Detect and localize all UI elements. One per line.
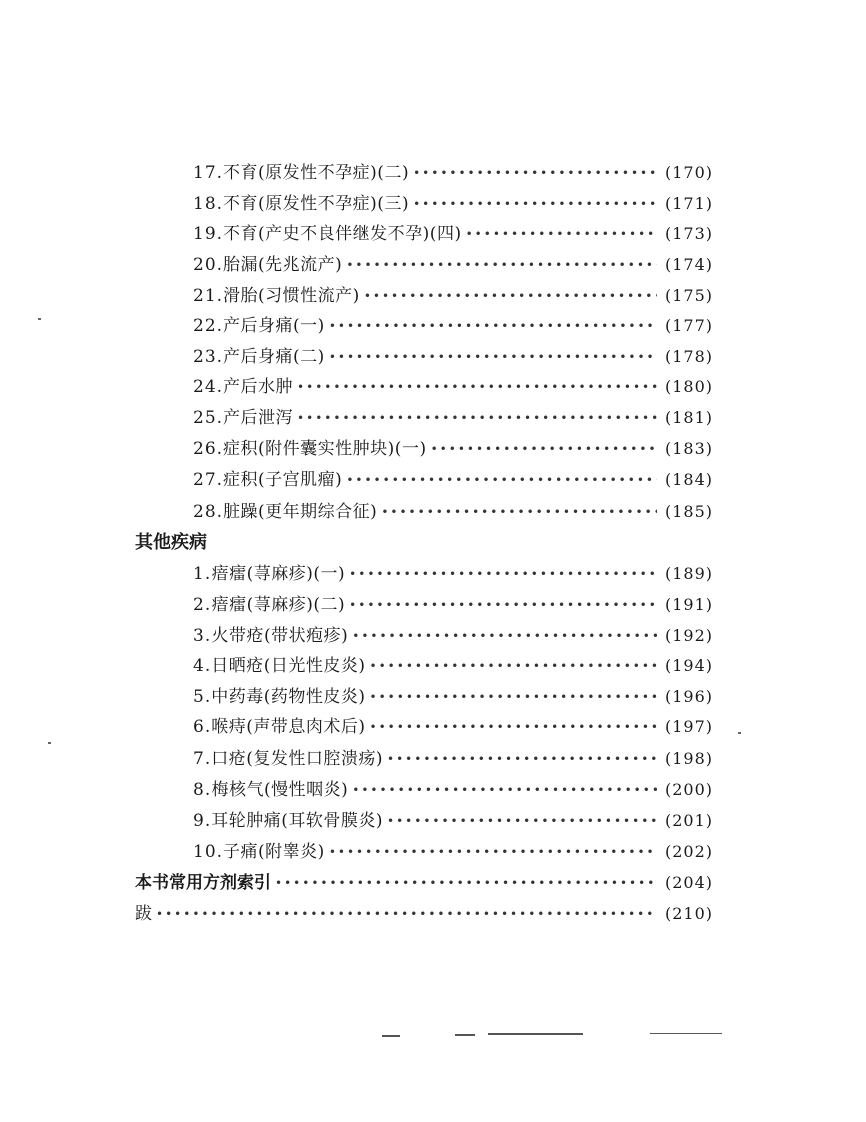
scan-speck	[738, 732, 741, 734]
dot-leader	[413, 189, 657, 219]
toc-entry	[193, 403, 713, 433]
entry-title: 产后水肿	[223, 377, 294, 397]
dot-leader	[387, 744, 657, 774]
section-heading: 其他疾病	[135, 532, 207, 553]
entry-title: 口疮(复发性口腔溃疡)	[211, 749, 383, 769]
entry-page: (191)	[664, 595, 713, 614]
toc-entry	[193, 712, 713, 742]
toc-entry	[193, 651, 713, 681]
entry-page: (185)	[664, 502, 713, 521]
entry-title: 产后身痛(二)	[223, 347, 325, 367]
dot-leader	[370, 682, 657, 712]
entry-title: 本书常用方剂索引	[135, 873, 271, 893]
dot-leader	[349, 559, 657, 589]
entry-page: (201)	[664, 811, 713, 830]
entry-number: 24.	[193, 377, 224, 397]
entry-page: (171)	[664, 194, 713, 213]
entry-number: 6.	[193, 717, 212, 737]
scan-mark	[650, 1033, 722, 1034]
toc-entry	[193, 497, 713, 527]
entry-number: 22.	[193, 316, 224, 336]
entry-number: 5.	[193, 687, 212, 707]
entry-number: 9.	[193, 811, 212, 831]
entry-number: 4.	[193, 656, 212, 676]
entry-number: 25.	[193, 408, 224, 428]
entry-title: 滑胎(习惯性流产)	[223, 286, 360, 306]
toc-entry	[193, 621, 713, 651]
entry-title: 瘖癗(荨麻疹)(二)	[211, 595, 346, 615]
dot-leader	[364, 281, 657, 311]
dot-leader	[352, 775, 657, 805]
entry-number: 19.	[193, 224, 224, 244]
scan-mark	[455, 1034, 475, 1036]
entry-page: (178)	[664, 347, 713, 366]
dot-leader	[346, 250, 657, 280]
dot-leader	[156, 899, 657, 929]
toc-entry	[193, 682, 713, 712]
toc-entry	[193, 250, 713, 280]
entry-page: (197)	[664, 717, 713, 736]
dot-leader	[329, 837, 657, 867]
entry-title: 产后泄泻	[223, 408, 294, 428]
dot-leader	[387, 806, 657, 836]
entry-title: 火带疮(带状疱疹)	[211, 626, 349, 646]
entry-page: (181)	[664, 408, 713, 427]
dot-leader	[370, 651, 657, 681]
entry-title: 症积(子宫肌瘤)	[223, 470, 343, 490]
entry-number: 20.	[193, 255, 224, 275]
toc-entry	[193, 311, 713, 341]
entry-page: (170)	[664, 163, 713, 182]
entry-page: (183)	[664, 439, 713, 458]
scan-mark	[382, 1035, 400, 1037]
toc-entry	[193, 219, 713, 249]
dot-leader	[297, 372, 657, 402]
entry-number: 10.	[193, 842, 224, 862]
entry-number: 18.	[193, 194, 224, 214]
toc-entry	[193, 158, 713, 188]
entry-number: 3.	[193, 626, 212, 646]
toc-entry	[193, 744, 713, 774]
scan-speck	[48, 742, 51, 744]
dot-leader	[275, 868, 657, 898]
entry-title: 不育(原发性不孕症)(三)	[223, 194, 410, 214]
toc-entry	[193, 372, 713, 402]
entry-number: 8.	[193, 780, 212, 800]
dot-leader	[370, 712, 657, 742]
entry-title: 喉痔(声带息肉术后)	[211, 717, 366, 737]
dot-leader	[352, 621, 657, 651]
entry-title: 不育(产史不良伴继发不孕)(四)	[223, 224, 462, 244]
entry-title: 耳轮肿痛(耳软骨膜炎)	[211, 811, 383, 831]
entry-title: 产后身痛(一)	[223, 316, 325, 336]
toc-entry	[193, 342, 713, 372]
entry-title: 症积(附件囊实性肿块)(一)	[223, 439, 427, 459]
entry-page: (202)	[664, 842, 713, 861]
entry-title: 子痛(附睾炎)	[223, 842, 325, 862]
entry-page: (189)	[664, 564, 713, 583]
entry-number: 17.	[193, 163, 224, 183]
entry-title: 瘖癗(荨麻疹)(一)	[211, 564, 346, 584]
entry-title: 跋	[135, 904, 152, 924]
dot-leader	[346, 465, 657, 495]
entry-number: 26.	[193, 439, 224, 459]
dot-leader	[413, 158, 657, 188]
entry-page: (198)	[664, 749, 713, 768]
dot-leader	[381, 497, 657, 527]
entry-page: (196)	[664, 687, 713, 706]
toc-entry-index	[135, 868, 713, 898]
toc-entry	[193, 590, 713, 620]
scan-mark	[488, 1033, 583, 1035]
entry-number: 21.	[193, 286, 224, 306]
entry-title: 日晒疮(日光性皮炎)	[211, 656, 366, 676]
entry-title: 脏躁(更年期综合征)	[223, 502, 378, 522]
entry-page: (184)	[664, 470, 713, 489]
entry-number: 7.	[193, 749, 212, 769]
toc-entry	[193, 434, 713, 464]
entry-page: (175)	[664, 286, 713, 305]
scan-speck	[38, 318, 41, 320]
dot-leader	[297, 403, 657, 433]
entry-number: 2.	[193, 595, 212, 615]
entry-page: (192)	[664, 626, 713, 645]
entry-page: (194)	[664, 656, 713, 675]
entry-page: (210)	[664, 904, 713, 923]
toc-entry	[193, 559, 713, 589]
entry-title: 梅核气(慢性咽炎)	[211, 780, 349, 800]
dot-leader	[349, 590, 657, 620]
entry-title: 中药毒(药物性皮炎)	[211, 687, 366, 707]
entry-number: 28.	[193, 502, 224, 522]
entry-number: 27.	[193, 470, 224, 490]
entry-title: 不育(原发性不孕症)(二)	[223, 163, 410, 183]
toc-entry	[193, 806, 713, 836]
entry-page: (174)	[664, 255, 713, 274]
toc-entry-postscript	[135, 899, 713, 929]
dot-leader	[466, 219, 657, 249]
entry-page: (173)	[664, 224, 713, 243]
entry-page: (177)	[664, 316, 713, 335]
toc-entry	[193, 837, 713, 867]
toc-entry	[193, 189, 713, 219]
entry-page: (200)	[664, 780, 713, 799]
dot-leader	[431, 434, 657, 464]
entry-page: (204)	[664, 873, 713, 892]
dot-leader	[329, 342, 657, 372]
entry-title: 胎漏(先兆流产)	[223, 255, 343, 275]
entry-number: 1.	[193, 564, 212, 584]
toc-entry	[193, 775, 713, 805]
toc-entry	[193, 465, 713, 495]
dot-leader	[329, 311, 657, 341]
toc-entry	[193, 281, 713, 311]
entry-page: (180)	[664, 377, 713, 396]
entry-number: 23.	[193, 347, 224, 367]
